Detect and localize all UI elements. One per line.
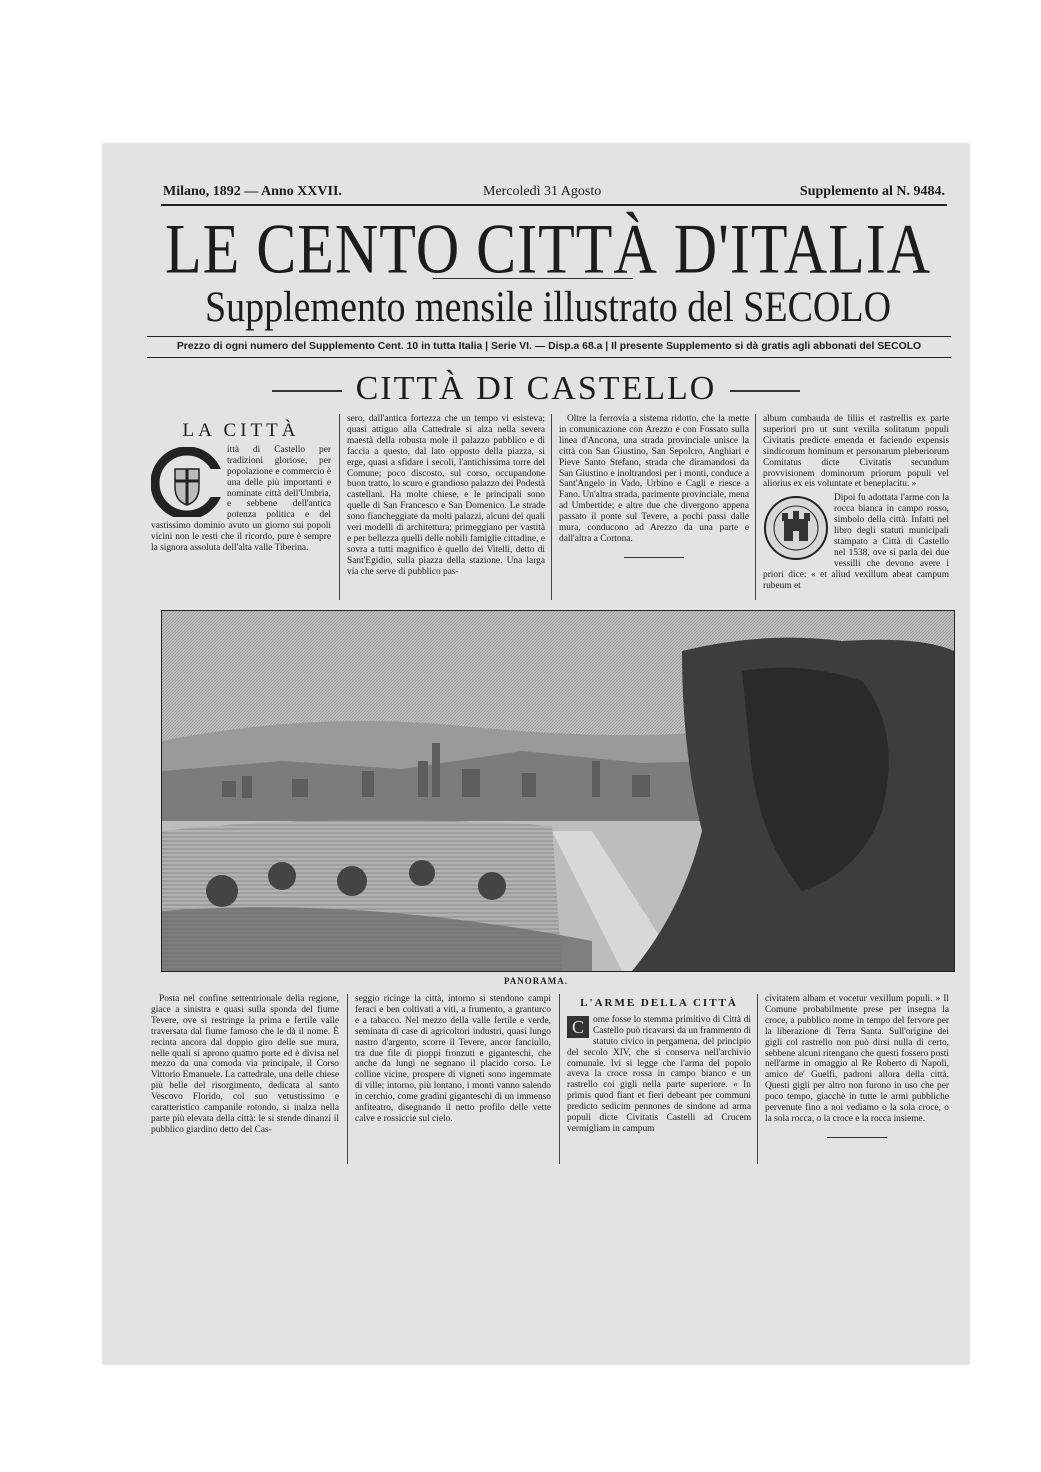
paragraph: Dipoi fu adottata l'arme con la rocca bianca in campo rosso, simbolo della città. Infatti nel libro degli statuti municipali stampato a Città di Castello nel 1538, ove si parla dei due vessilli che devono avere i priori dice: « et aliud vexillum abeat campum rubeum et [763, 493, 949, 591]
masthead-ornament [433, 278, 633, 279]
drop-cap-c-with-coat-of-arms [151, 447, 221, 517]
column-2 [347, 414, 545, 600]
column-4 [763, 414, 949, 600]
panorama-engraving [161, 610, 955, 972]
column-rule [551, 414, 552, 600]
top-rule [161, 204, 947, 206]
section-heading-la-citta: LA CITTÀ [182, 420, 300, 441]
supplement-number: Supplemento al N. 9484. [799, 184, 945, 199]
column-7 [567, 994, 751, 1164]
section-heading-arme: L'ARME DELLA CITTÀ [580, 997, 738, 1009]
paragraph: album cumbauda de liliis et rastrellis ex parte superiori pro ut sunt vexilla solitatum populi Civitatis predicte emenda et faciendo expensis sindicorum hominum et personarum pleberiorum Comitatus dicte Civitatis secundum provvisionem dominorum priorum populi vel aliorius ex eis voluntate et beneplacitu. » [763, 414, 949, 490]
column-rule [755, 414, 756, 600]
place-year: Milano, 1892 — Anno XXVII. [163, 184, 342, 199]
article-title-row [103, 370, 969, 408]
paragraph: ome fosse lo stemma primitivo di Città di Castello può ricavarsi da un frammento di statuto civico in pergamena, del principio del secolo XIV, che si conserva nell'archivio comunale. Ivi si legge che l'arma del popolo aveva la croce rossa in campo bianco e un rastrello coi gigli nella parte superiore. « In primis quod fiant et fieri debeant per communi predicto sedicim pennones de sindone ad arma populi dicte Civitatis Castelli ad Crucem vermigliam in campum [567, 1014, 751, 1134]
issue-date: Mercoledì 31 Agosto [483, 184, 602, 199]
title-ornament-left [272, 390, 342, 392]
column-rule [559, 994, 560, 1164]
paragraph: ittà di Castello per tradizioni gloriose, per popolazione e commercio è una delle più importanti e nominate città dell'Umbria, e sebbene dell'antica potenza politica e del vastissimo dominio avuto un giorno sui popoli vicini non le resti che il ricordo, pure è sempre la signora assoluta dell'alta valle Tiberina. [151, 444, 331, 554]
engraving-caption: PANORAMA. [503, 976, 569, 986]
column-5 [151, 994, 339, 1164]
paragraph: civitatem albam et vocetur vexillum populi. » Il Comune probabilmente prese per insegna la croce, a pubblico nome in tempo del fervore per la liberazione di Terra Santa. Sull'origine dei gigli col rastrello non può dirsi nulla di certo, sebbene alcuni ritengano che questi fossero posti nell'arme in omaggio al Re Roberto di Napoli, amico de' Guelfi, padroni allora della città. Questi gigli per altro non furono in uso che per poco tempo, giacchè in tutte le armi pubbliche pervenute fino a noi vediamo o la sola croce, o la sola rocca, o la croce e la rocca insieme. [765, 994, 949, 1124]
column-8 [765, 994, 949, 1164]
masthead: LE CENTO CITTÀ D'ITALIA [164, 210, 932, 289]
subtitle: Supplemento mensile illustrato del SECOLO [204, 283, 892, 332]
column-rule [757, 994, 758, 1164]
column-3 [559, 414, 749, 600]
price-band: Prezzo di ogni numero del Supplemento Cent. 10 in tutta Italia | Serie VI. — Disp.a 68.a | Il presente Supplemento si dà gratis agli abbonati del SECOLO [147, 336, 951, 358]
column-rule [347, 994, 348, 1164]
section-divider [765, 1131, 949, 1142]
paragraph: Oltre la ferrovia a sistema ridotto, che la mette in comunicazione con Arezzo e con Fossato sulla linea d'Ancona, una strada provinciale unisce la città con San Giustino, San Sepolcro, Anghiari e Pieve Santo Stefano, strada che diramandosi da San Giustino e inoltrandosi per i monti, conduce a Sant'Angelo in Vado, Urbino e Cagli e riesce a Fano. Un'altra strada, parimente provinciale, mena ad Umbertide; e altre due che divergono appena passato il ponte sul Tevere, a pochi passi dalle mura, conducono ad Arezzo da una parte e dall'altra a Cortona. [559, 414, 749, 544]
coat-of-arms-icon [151, 447, 221, 517]
newspaper-page [103, 144, 969, 1364]
seal-tower-icon [763, 495, 829, 561]
column-1 [151, 414, 331, 600]
paragraph: Posta nel confine settentrionale della regione, giace a sinistra e quasi sulla sponda del fiume Tevere, ove si restringe la prima e fertile valle traversata dal fiume famoso che le dà il nome. È recinta ancora dal doppio giro delle sue mura, nelle quali si aprono quattro porte ed è divisa nel mezzo da una comoda via principale, il Corso Vittorio Emanuele. La cattedrale, una delle chiese più belle del risorgimento, dedicata al santo Vescovo Florido, col suo vetustissimo e caratteristico campanile rotondo, si inalza nella parte più elevata della città: le si stende dinanzi il pubblico giardino detto del Cas- [151, 994, 339, 1135]
drop-cap-c: C [567, 1016, 589, 1038]
panorama-illustration [162, 611, 954, 971]
column-6 [355, 994, 551, 1164]
column-rule [339, 414, 340, 600]
article-title: CITTÀ DI CASTELLO [355, 370, 717, 407]
paragraph: sero, dall'antica fortezza che un tempo vi esisteva; quasi attiguo alla Cattedrale si alza nella severa maestà della robusta mole il palazzo pubblico e di faccia a questo, dal lato opposto della piazza, si erge, quasi a sfidare i secoli, l'antichissima torre del Comune; poco discosto, sul corso, occupandone buon tratto, lo scuro e grandioso palazzo dei Podestà castellani. Ha molte chiese, e le principali sono quelle di San Francesco e San Domenico. Le strade sono fiancheggiate da molti palazzi, alcuni dei quali veri modelli di architettura; primeggiano per vastità e per bellezza quelli delle nobili famiglie cittadine, e sovra a tutti magnifico è quello dei Vitelli, detto di Sant'Egidio, sulla piazza della stazione. Una larga via che serve di pubblico pas- [347, 414, 545, 577]
section-divider [559, 551, 749, 562]
title-ornament-right [730, 390, 800, 392]
paragraph: seggio ricinge la città, intorno si stendono campi feraci e ben coltivati a viti, a frumento, a granturco e a tabacco. Nel mezzo della valle fertile e verde, seminata di case di agricoltori industri, quasi lungo nastro d'argento, scorre il Tevere, ancor fanciullo, tra due file di pioppi fronzuti e giganteschi, che anche da lungi ne segnano il placido corso. Le colline vicine, prospere di vigneti sono ingemmate di ville; intorno, più lontano, i monti vanno salendo in cerchio, come gradini giganteschi di un immenso anfiteatro, disegnando il netto profilo delle vette calve e rossiccie sul cielo. [355, 994, 551, 1124]
issue-info-line [163, 184, 945, 202]
city-seal-emblem [763, 495, 829, 561]
